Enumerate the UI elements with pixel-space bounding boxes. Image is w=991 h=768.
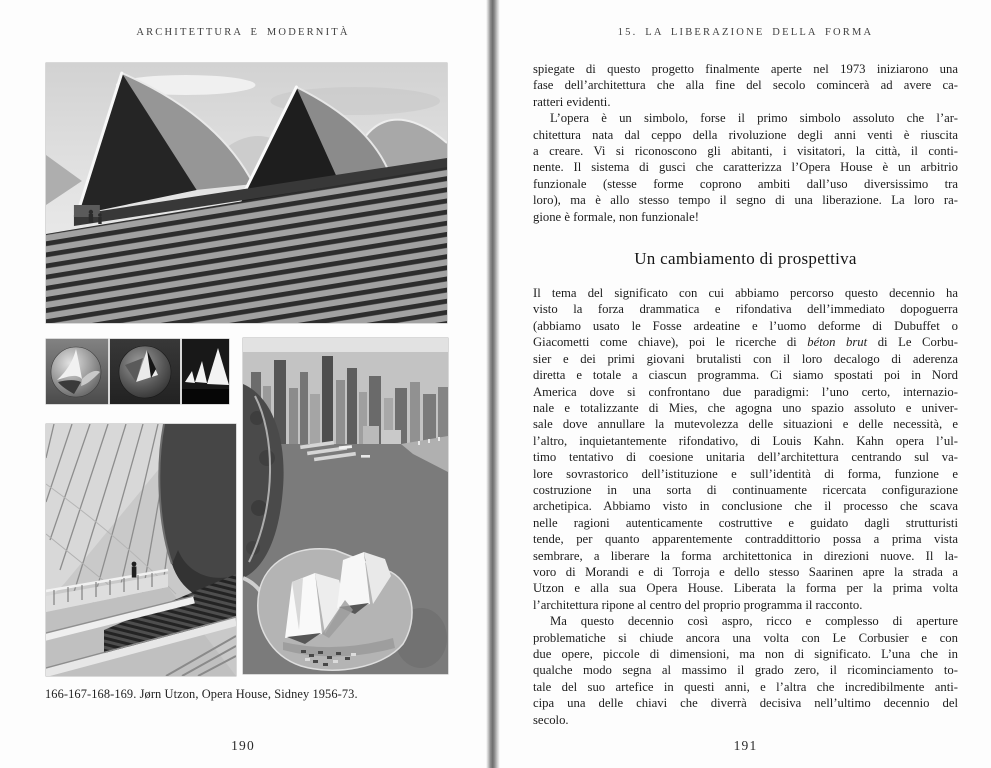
right-page: [500, 0, 991, 768]
text-line: tale del suo artefice in questi anni, e l’altra che incredibilmente anti-: [533, 679, 958, 694]
page-number-left: 190: [231, 738, 255, 753]
text-line: Ma questo decennio così aspro, ricco e complesso di aperture: [550, 614, 958, 629]
section-heading: Un cambiamento di prospettiva: [634, 249, 857, 269]
text-line: (abbiamo usato le Fosse ardeatine e l’uomo deforme di Dubuffet o: [533, 318, 958, 333]
walking-person: [132, 562, 137, 578]
text-line: a creare. Vi si riconoscono gli abitanti, i visitatori, la città, il conti-: [533, 144, 958, 159]
page-number-right: 191: [733, 738, 758, 753]
figure-caption: 166-167-168-169. Jørn Utzon, Opera House, Sidney 1956-73.: [45, 687, 358, 701]
page-gutter: [486, 0, 500, 768]
text-line: visto la forza drammatica e rifondativa dell’immediato dopoguerra: [533, 302, 958, 317]
text-line: secolo.: [533, 712, 569, 727]
text-line: spiegate di questo progetto finalmente aperte nel 1973 iniziarono una: [533, 62, 958, 76]
text-line: funzionale (stesse forme coprono ambiti dall’uso diversissimo tra: [533, 176, 958, 191]
paragraph: [533, 285, 958, 613]
paragraph: [533, 61, 958, 110]
text-line: costruzione in una sorta di continuamente ricercata configurazione: [533, 482, 958, 497]
left-page: [0, 0, 486, 768]
text-line: fase dell’architettura che alla fine del secolo comincerà ad avere ca-: [533, 78, 958, 93]
text-line: ratteri evidenti.: [533, 94, 611, 109]
paragraph: [533, 110, 958, 225]
platform-structure: [74, 205, 100, 217]
figure-opera-house-shells-and-steps: [46, 63, 447, 323]
aerial-sydney-photo: [243, 338, 448, 674]
figure-aerial-sydney-harbour: [243, 338, 448, 674]
right-running-head: 15. LA LIBERAZIONE DELLA FORMA: [617, 27, 874, 38]
interior-concourse-photo: [46, 424, 236, 676]
sphere-model-photo-2: [110, 339, 180, 404]
text-line: Il tema del significato con cui abbiamo percorso questo decennio ha: [533, 286, 958, 301]
paragraph: [533, 613, 958, 728]
text-line: sembrare, a liberare la forma architettonica in direzioni nuove. Il la-: [533, 548, 958, 563]
text-line: archetipica. Abbiamo visto in conclusione che il processo che scava: [533, 499, 958, 514]
ferry-boat: [361, 455, 370, 458]
sphere-model-photo-1: [46, 339, 108, 404]
text-line: nale e totalizzante di Mies, che agogna uno spazio assoluto e univer-: [533, 400, 958, 415]
figure-sphere-model-1: [46, 339, 108, 404]
text-line: chitettura nata dal ceppo della rivoluzione degli anni venti è riuscita: [533, 127, 958, 142]
body-text: [533, 61, 958, 728]
opera-house-shells-photo: [46, 63, 447, 323]
text-line: lore sovrastorico dell’istituzione e sull’identità di forma, funzione e: [533, 466, 958, 481]
text-line: sale dove annullare la mutevolezza delle situazioni e delle necessità, e: [533, 417, 958, 432]
text-line: Giacometti come chiave), poi le ricerche di béton brut di Le Corbu-: [533, 335, 958, 350]
text-line: L’opera è un simbolo, forse il primo simbolo assoluto che l’ar-: [550, 111, 958, 126]
figure-sails-silhouette: [182, 339, 229, 404]
left-running-head: ARCHITETTURA E MODERNITÀ: [136, 27, 350, 38]
sails-silhouette-photo: [182, 339, 229, 404]
text-line: sier e dei primi giovani brutalisti con il loro decalogo di aderenza: [533, 351, 958, 366]
text-line: Utzon e alla sua Opera House. Liberata la forma per la prima volta: [533, 581, 958, 596]
text-line: diretta e totale a ciascun programma. Ci siamo spostati poi in Nord: [533, 368, 958, 383]
text-line: qualche modo segna al massimo il grado zero, il ricominciamento to-: [533, 663, 958, 678]
text-line: l’architettura ripone al centro del proprio programma il racconto.: [533, 597, 863, 612]
text-line: tende, per quanto apparentemente contraddittorio possa a prima vista: [533, 532, 958, 547]
paragraph-group-top: [533, 61, 958, 225]
text-line: loro), ma è allo stesso tempo il segno di una liberazione. La loro ra-: [533, 193, 958, 208]
text-line: nente. Il sistema di gusci che caratterizza l’Opera House è un arbitrio: [533, 160, 958, 175]
figure-sphere-model-2: [110, 339, 180, 404]
text-line: problematiche si chiude ancora una volta con Le Corbusier e con: [533, 630, 958, 645]
text-line: voro di Morandi e di Torroja e dello stesso Saarinen apre la strada a: [533, 564, 958, 579]
figure-interior-concourse: [46, 424, 236, 676]
sky-haze: [243, 338, 448, 354]
text-line: America dove si confrontano due paradigmi: l’uno certo, internazio-: [533, 384, 958, 399]
text-line: cipa una delle chiavi che diverrà decisiva nell’ultimo decennio del: [533, 696, 958, 711]
text-line: due opere, piccole di dimensioni, ma non di significato. L’una che in: [533, 647, 958, 661]
paragraph-group-bottom: [533, 285, 958, 728]
text-line: timo tentativo di coesione unitaria dell’architettura centrando sul va-: [533, 450, 958, 465]
text-line: gione è formale, non funzionale!: [533, 209, 699, 224]
text-line: nelle ragioni autenticamente costruttive e guidato dagli strutturisti: [533, 515, 958, 530]
text-line: l’altro, inquietantemente rifondativo, di Louis Kahn. Kahn opera l’ul-: [533, 433, 958, 448]
